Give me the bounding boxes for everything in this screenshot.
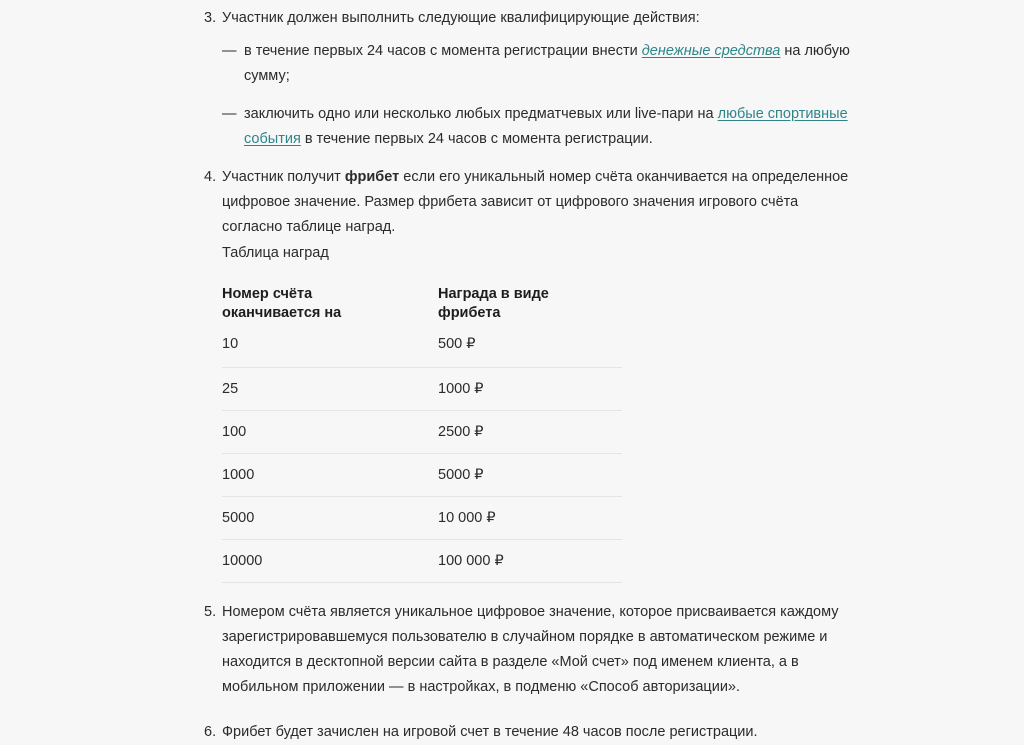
rule-text-6: Фрибет будет зачислен на игровой счет в течение 48 часов после регистрации. <box>222 724 758 740</box>
rule-item-3 <box>0 6 1024 152</box>
sports-events-link[interactable]: любые спортивные события <box>244 106 848 147</box>
rule-4-text-part2: если его уникальный номер счёта оканчивается на определенное цифровое значение. Размер фрибета зависит от цифрового значения игрового счёта согласно таблице наград. <box>222 169 849 235</box>
table-row <box>222 411 622 454</box>
table-header-row <box>222 285 622 331</box>
table-row <box>222 331 622 368</box>
rule-marker-3: 3. <box>204 10 217 26</box>
column-header-account-ending-line1: Номер счёта <box>222 286 313 302</box>
rule-4-text-part1: Участник получит <box>222 169 345 185</box>
qualifying-action-1-text-before: в течение первых 24 часов с момента регистрации внести <box>244 43 642 59</box>
table-row <box>222 497 622 540</box>
table-row <box>222 454 622 497</box>
cell-reward: 1000 ₽ <box>438 368 622 411</box>
cell-account-ending: 25 <box>222 368 438 411</box>
qualifying-actions-list <box>222 39 860 152</box>
qualifying-action-2 <box>222 102 860 152</box>
rewards-table-caption: Таблица наград <box>222 245 329 261</box>
cell-reward: 5000 ₽ <box>438 454 622 497</box>
rules-list <box>0 6 1024 266</box>
rewards-table-container <box>222 285 622 583</box>
cell-reward: 10 000 ₽ <box>438 497 622 540</box>
cell-reward: 2500 ₽ <box>438 411 622 454</box>
column-header-reward-line2: фрибета <box>438 305 501 321</box>
rule-text-5: Номером счёта является уникальное цифровое значение, которое присваивается каждому зарегистрировавшемуся пользователю в случайном порядке в автоматическом режиме и находится в десктопной версии сайта в разделе «Мой счет» под именем клиента, а в мобильном приложении — в настройках, в подменю «Способ авторизации». <box>222 604 839 695</box>
rewards-table <box>222 285 622 583</box>
rule-marker-6: 6. <box>204 724 217 740</box>
rules-list-continued <box>0 600 1024 745</box>
column-header-account-ending <box>222 285 438 331</box>
dash-bullet-icon: — <box>222 106 237 122</box>
rule-item-4 <box>0 165 1024 266</box>
qualifying-action-2-text-after: в течение первых 24 часов с момента регистрации. <box>300 131 653 147</box>
deposit-funds-link[interactable]: денежные средства <box>641 43 781 59</box>
cell-reward: 100 000 ₽ <box>438 540 622 583</box>
table-row <box>222 368 622 411</box>
cell-account-ending: 1000 <box>222 454 438 497</box>
cell-account-ending: 10000 <box>222 540 438 583</box>
qualifying-action-2-text-before: заключить одно или несколько любых предматчевых или live-пари на <box>244 106 718 122</box>
freebet-bold-word: фрибет <box>344 169 400 185</box>
rule-marker-5: 5. <box>204 604 217 620</box>
cell-account-ending: 5000 <box>222 497 438 540</box>
column-header-reward-line1: Награда в виде <box>438 286 549 302</box>
qualifying-action-1-text-after: на любую сумму; <box>244 43 850 84</box>
table-row <box>222 540 622 583</box>
cell-account-ending: 10 <box>222 336 239 352</box>
qualifying-action-1 <box>222 39 860 89</box>
column-header-account-ending-line2: оканчивается на <box>222 305 342 321</box>
dash-bullet-icon: — <box>222 43 237 59</box>
rule-text-4 <box>222 165 860 240</box>
rule-item-5 <box>0 600 1024 700</box>
rule-item-6 <box>0 720 1024 745</box>
cell-account-ending: 100 <box>222 411 438 454</box>
column-header-reward <box>438 285 622 331</box>
rule-marker-4: 4. <box>204 169 217 185</box>
rule-text-3: Участник должен выполнить следующие квалифицирующие действия: <box>222 10 700 26</box>
cell-reward: 500 ₽ <box>438 336 476 352</box>
